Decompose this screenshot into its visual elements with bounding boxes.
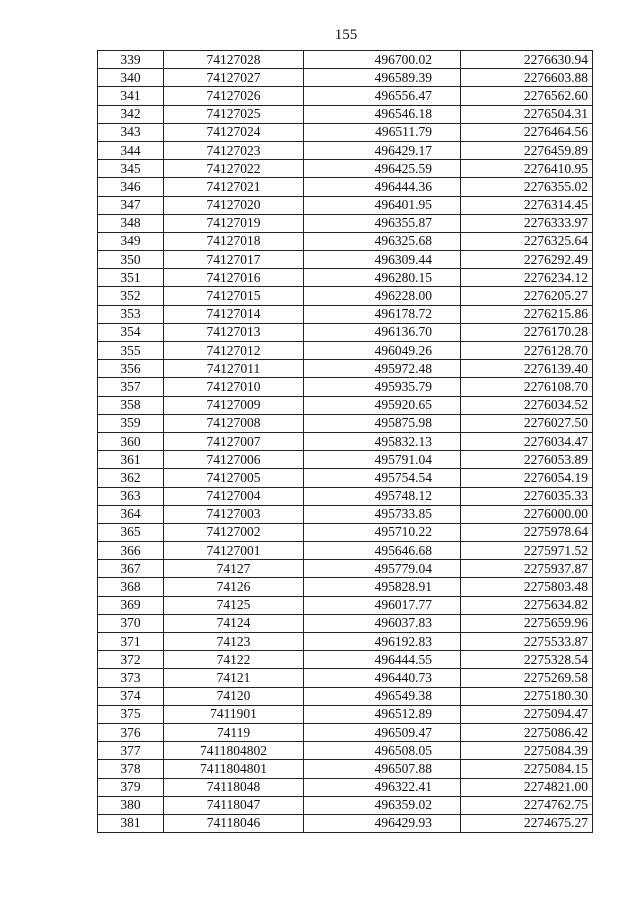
row-number-cell: 381 (98, 814, 164, 832)
table-row (98, 651, 593, 669)
row-number-cell: 362 (98, 469, 164, 487)
y-coordinate-cell: 2274821.00 (461, 778, 593, 796)
x-coordinate-cell: 495646.68 (304, 542, 461, 560)
point-id-cell: 74121 (164, 669, 304, 687)
table-row (98, 633, 593, 651)
table-row (98, 414, 593, 432)
y-coordinate-cell: 2276325.64 (461, 232, 593, 250)
point-id-cell: 74127023 (164, 141, 304, 159)
row-number-cell: 375 (98, 705, 164, 723)
y-coordinate-cell: 2276333.97 (461, 214, 593, 232)
y-coordinate-cell: 2276205.27 (461, 287, 593, 305)
row-number-cell: 370 (98, 614, 164, 632)
table-row (98, 578, 593, 596)
y-coordinate-cell: 2275533.87 (461, 633, 593, 651)
point-id-cell: 74127027 (164, 69, 304, 87)
y-coordinate-cell: 2276504.31 (461, 105, 593, 123)
y-coordinate-cell: 2276459.89 (461, 141, 593, 159)
row-number-cell: 380 (98, 796, 164, 814)
row-number-cell: 359 (98, 414, 164, 432)
table-row (98, 542, 593, 560)
y-coordinate-cell: 2275086.42 (461, 723, 593, 741)
row-number-cell: 367 (98, 560, 164, 578)
x-coordinate-cell: 496136.70 (304, 323, 461, 341)
table-row (98, 232, 593, 250)
x-coordinate-cell: 496429.93 (304, 814, 461, 832)
y-coordinate-cell: 2275971.52 (461, 542, 593, 560)
point-id-cell: 74127017 (164, 251, 304, 269)
x-coordinate-cell: 496440.73 (304, 669, 461, 687)
point-id-cell: 74125 (164, 596, 304, 614)
point-id-cell: 74127012 (164, 342, 304, 360)
point-id-cell: 74127021 (164, 178, 304, 196)
row-number-cell: 341 (98, 87, 164, 105)
x-coordinate-cell: 495754.54 (304, 469, 461, 487)
table-row (98, 105, 593, 123)
point-id-cell: 74127019 (164, 214, 304, 232)
point-id-cell: 74127003 (164, 505, 304, 523)
row-number-cell: 371 (98, 633, 164, 651)
y-coordinate-cell: 2275659.96 (461, 614, 593, 632)
y-coordinate-cell: 2276054.19 (461, 469, 593, 487)
row-number-cell: 361 (98, 451, 164, 469)
point-id-cell: 74127010 (164, 378, 304, 396)
x-coordinate-cell: 496546.18 (304, 105, 461, 123)
table-row (98, 214, 593, 232)
row-number-cell: 350 (98, 251, 164, 269)
point-id-cell: 74127020 (164, 196, 304, 214)
y-coordinate-cell: 2275180.30 (461, 687, 593, 705)
row-number-cell: 352 (98, 287, 164, 305)
x-coordinate-cell: 496589.39 (304, 69, 461, 87)
table-row (98, 760, 593, 778)
y-coordinate-cell: 2276034.47 (461, 432, 593, 450)
y-coordinate-cell: 2276035.33 (461, 487, 593, 505)
x-coordinate-cell: 495779.04 (304, 560, 461, 578)
x-coordinate-cell: 496700.02 (304, 51, 461, 69)
point-id-cell: 74127007 (164, 432, 304, 450)
table-row (98, 687, 593, 705)
y-coordinate-cell: 2275084.15 (461, 760, 593, 778)
table-row (98, 323, 593, 341)
row-number-cell: 356 (98, 360, 164, 378)
point-id-cell: 74120 (164, 687, 304, 705)
y-coordinate-cell: 2274675.27 (461, 814, 593, 832)
point-id-cell: 74127009 (164, 396, 304, 414)
x-coordinate-cell: 495791.04 (304, 451, 461, 469)
row-number-cell: 364 (98, 505, 164, 523)
point-id-cell: 74127002 (164, 523, 304, 541)
y-coordinate-cell: 2276314.45 (461, 196, 593, 214)
y-coordinate-cell: 2276027.50 (461, 414, 593, 432)
table-row (98, 814, 593, 832)
point-id-cell: 74127005 (164, 469, 304, 487)
point-id-cell: 74127022 (164, 160, 304, 178)
x-coordinate-cell: 495748.12 (304, 487, 461, 505)
table-row (98, 305, 593, 323)
point-id-cell: 74127024 (164, 123, 304, 141)
row-number-cell: 348 (98, 214, 164, 232)
table-row (98, 487, 593, 505)
y-coordinate-cell: 2276603.88 (461, 69, 593, 87)
row-number-cell: 353 (98, 305, 164, 323)
point-id-cell: 74127025 (164, 105, 304, 123)
y-coordinate-cell: 2276128.70 (461, 342, 593, 360)
point-id-cell: 74124 (164, 614, 304, 632)
point-id-cell: 74123 (164, 633, 304, 651)
y-coordinate-cell: 2276215.86 (461, 305, 593, 323)
x-coordinate-cell: 496280.15 (304, 269, 461, 287)
row-number-cell: 360 (98, 432, 164, 450)
y-coordinate-cell: 2275937.87 (461, 560, 593, 578)
x-coordinate-cell: 496511.79 (304, 123, 461, 141)
table-row (98, 469, 593, 487)
x-coordinate-cell: 496017.77 (304, 596, 461, 614)
table-row (98, 342, 593, 360)
x-coordinate-cell: 496359.02 (304, 796, 461, 814)
x-coordinate-cell: 495828.91 (304, 578, 461, 596)
x-coordinate-cell: 496444.36 (304, 178, 461, 196)
row-number-cell: 366 (98, 542, 164, 560)
coordinates-table-body (98, 51, 593, 833)
table-row (98, 287, 593, 305)
table-row (98, 87, 593, 105)
y-coordinate-cell: 2276234.12 (461, 269, 593, 287)
y-coordinate-cell: 2276034.52 (461, 396, 593, 414)
y-coordinate-cell: 2275634.82 (461, 596, 593, 614)
x-coordinate-cell: 495710.22 (304, 523, 461, 541)
point-id-cell: 74127001 (164, 542, 304, 560)
point-id-cell: 74118048 (164, 778, 304, 796)
table-row (98, 69, 593, 87)
table-row (98, 523, 593, 541)
x-coordinate-cell: 496509.47 (304, 723, 461, 741)
table-row (98, 796, 593, 814)
table-row (98, 723, 593, 741)
row-number-cell: 340 (98, 69, 164, 87)
table-row (98, 432, 593, 450)
x-coordinate-cell: 495832.13 (304, 432, 461, 450)
point-id-cell: 74127013 (164, 323, 304, 341)
point-id-cell: 7411804802 (164, 742, 304, 760)
x-coordinate-cell: 496322.41 (304, 778, 461, 796)
point-id-cell: 74119 (164, 723, 304, 741)
y-coordinate-cell: 2275978.64 (461, 523, 593, 541)
row-number-cell: 376 (98, 723, 164, 741)
table-row (98, 705, 593, 723)
y-coordinate-cell: 2275328.54 (461, 651, 593, 669)
table-row (98, 505, 593, 523)
point-id-cell: 7411901 (164, 705, 304, 723)
point-id-cell: 74118046 (164, 814, 304, 832)
point-id-cell: 74118047 (164, 796, 304, 814)
table-row (98, 51, 593, 69)
table-row (98, 596, 593, 614)
table-row (98, 451, 593, 469)
table-row (98, 742, 593, 760)
row-number-cell: 345 (98, 160, 164, 178)
y-coordinate-cell: 2276053.89 (461, 451, 593, 469)
table-row (98, 614, 593, 632)
y-coordinate-cell: 2276410.95 (461, 160, 593, 178)
y-coordinate-cell: 2276355.02 (461, 178, 593, 196)
row-number-cell: 343 (98, 123, 164, 141)
point-id-cell: 74127016 (164, 269, 304, 287)
x-coordinate-cell: 496401.95 (304, 196, 461, 214)
x-coordinate-cell: 496192.83 (304, 633, 461, 651)
table-row (98, 396, 593, 414)
row-number-cell: 369 (98, 596, 164, 614)
row-number-cell: 373 (98, 669, 164, 687)
row-number-cell: 349 (98, 232, 164, 250)
y-coordinate-cell: 2276630.94 (461, 51, 593, 69)
point-id-cell: 74127026 (164, 87, 304, 105)
row-number-cell: 372 (98, 651, 164, 669)
x-coordinate-cell: 495920.65 (304, 396, 461, 414)
x-coordinate-cell: 496309.44 (304, 251, 461, 269)
y-coordinate-cell: 2276139.40 (461, 360, 593, 378)
table-row (98, 251, 593, 269)
x-coordinate-cell: 496325.68 (304, 232, 461, 250)
row-number-cell: 344 (98, 141, 164, 159)
x-coordinate-cell: 496178.72 (304, 305, 461, 323)
x-coordinate-cell: 496508.05 (304, 742, 461, 760)
y-coordinate-cell: 2276108.70 (461, 378, 593, 396)
x-coordinate-cell: 496425.59 (304, 160, 461, 178)
y-coordinate-cell: 2276000.00 (461, 505, 593, 523)
table-row (98, 269, 593, 287)
point-id-cell: 74127008 (164, 414, 304, 432)
row-number-cell: 339 (98, 51, 164, 69)
point-id-cell: 74127011 (164, 360, 304, 378)
y-coordinate-cell: 2276464.56 (461, 123, 593, 141)
row-number-cell: 347 (98, 196, 164, 214)
row-number-cell: 354 (98, 323, 164, 341)
table-row (98, 160, 593, 178)
row-number-cell: 357 (98, 378, 164, 396)
row-number-cell: 378 (98, 760, 164, 778)
x-coordinate-cell: 496228.00 (304, 287, 461, 305)
row-number-cell: 351 (98, 269, 164, 287)
x-coordinate-cell: 496556.47 (304, 87, 461, 105)
y-coordinate-cell: 2275269.58 (461, 669, 593, 687)
x-coordinate-cell: 495935.79 (304, 378, 461, 396)
row-number-cell: 377 (98, 742, 164, 760)
point-id-cell: 7411804801 (164, 760, 304, 778)
y-coordinate-cell: 2276292.49 (461, 251, 593, 269)
point-id-cell: 74122 (164, 651, 304, 669)
x-coordinate-cell: 495733.85 (304, 505, 461, 523)
point-id-cell: 74127014 (164, 305, 304, 323)
y-coordinate-cell: 2276562.60 (461, 87, 593, 105)
x-coordinate-cell: 495972.48 (304, 360, 461, 378)
row-number-cell: 368 (98, 578, 164, 596)
point-id-cell: 74127015 (164, 287, 304, 305)
table-row (98, 378, 593, 396)
row-number-cell: 379 (98, 778, 164, 796)
y-coordinate-cell: 2275094.47 (461, 705, 593, 723)
x-coordinate-cell: 496444.55 (304, 651, 461, 669)
point-id-cell: 74127028 (164, 51, 304, 69)
y-coordinate-cell: 2275803.48 (461, 578, 593, 596)
row-number-cell: 355 (98, 342, 164, 360)
table-row (98, 669, 593, 687)
x-coordinate-cell: 495875.98 (304, 414, 461, 432)
y-coordinate-cell: 2275084.39 (461, 742, 593, 760)
x-coordinate-cell: 496429.17 (304, 141, 461, 159)
table-row (98, 360, 593, 378)
table-row (98, 123, 593, 141)
row-number-cell: 363 (98, 487, 164, 505)
x-coordinate-cell: 496049.26 (304, 342, 461, 360)
table-row (98, 141, 593, 159)
x-coordinate-cell: 496512.89 (304, 705, 461, 723)
table-row (98, 778, 593, 796)
point-id-cell: 74127004 (164, 487, 304, 505)
x-coordinate-cell: 496507.88 (304, 760, 461, 778)
y-coordinate-cell: 2276170.28 (461, 323, 593, 341)
x-coordinate-cell: 496549.38 (304, 687, 461, 705)
row-number-cell: 365 (98, 523, 164, 541)
row-number-cell: 346 (98, 178, 164, 196)
page-number: 155 (334, 27, 358, 43)
coordinates-table (97, 50, 593, 833)
point-id-cell: 74127018 (164, 232, 304, 250)
point-id-cell: 74127 (164, 560, 304, 578)
x-coordinate-cell: 496037.83 (304, 614, 461, 632)
row-number-cell: 374 (98, 687, 164, 705)
row-number-cell: 358 (98, 396, 164, 414)
point-id-cell: 74127006 (164, 451, 304, 469)
point-id-cell: 74126 (164, 578, 304, 596)
x-coordinate-cell: 496355.87 (304, 214, 461, 232)
y-coordinate-cell: 2274762.75 (461, 796, 593, 814)
row-number-cell: 342 (98, 105, 164, 123)
table-row (98, 196, 593, 214)
table-row (98, 560, 593, 578)
table-row (98, 178, 593, 196)
